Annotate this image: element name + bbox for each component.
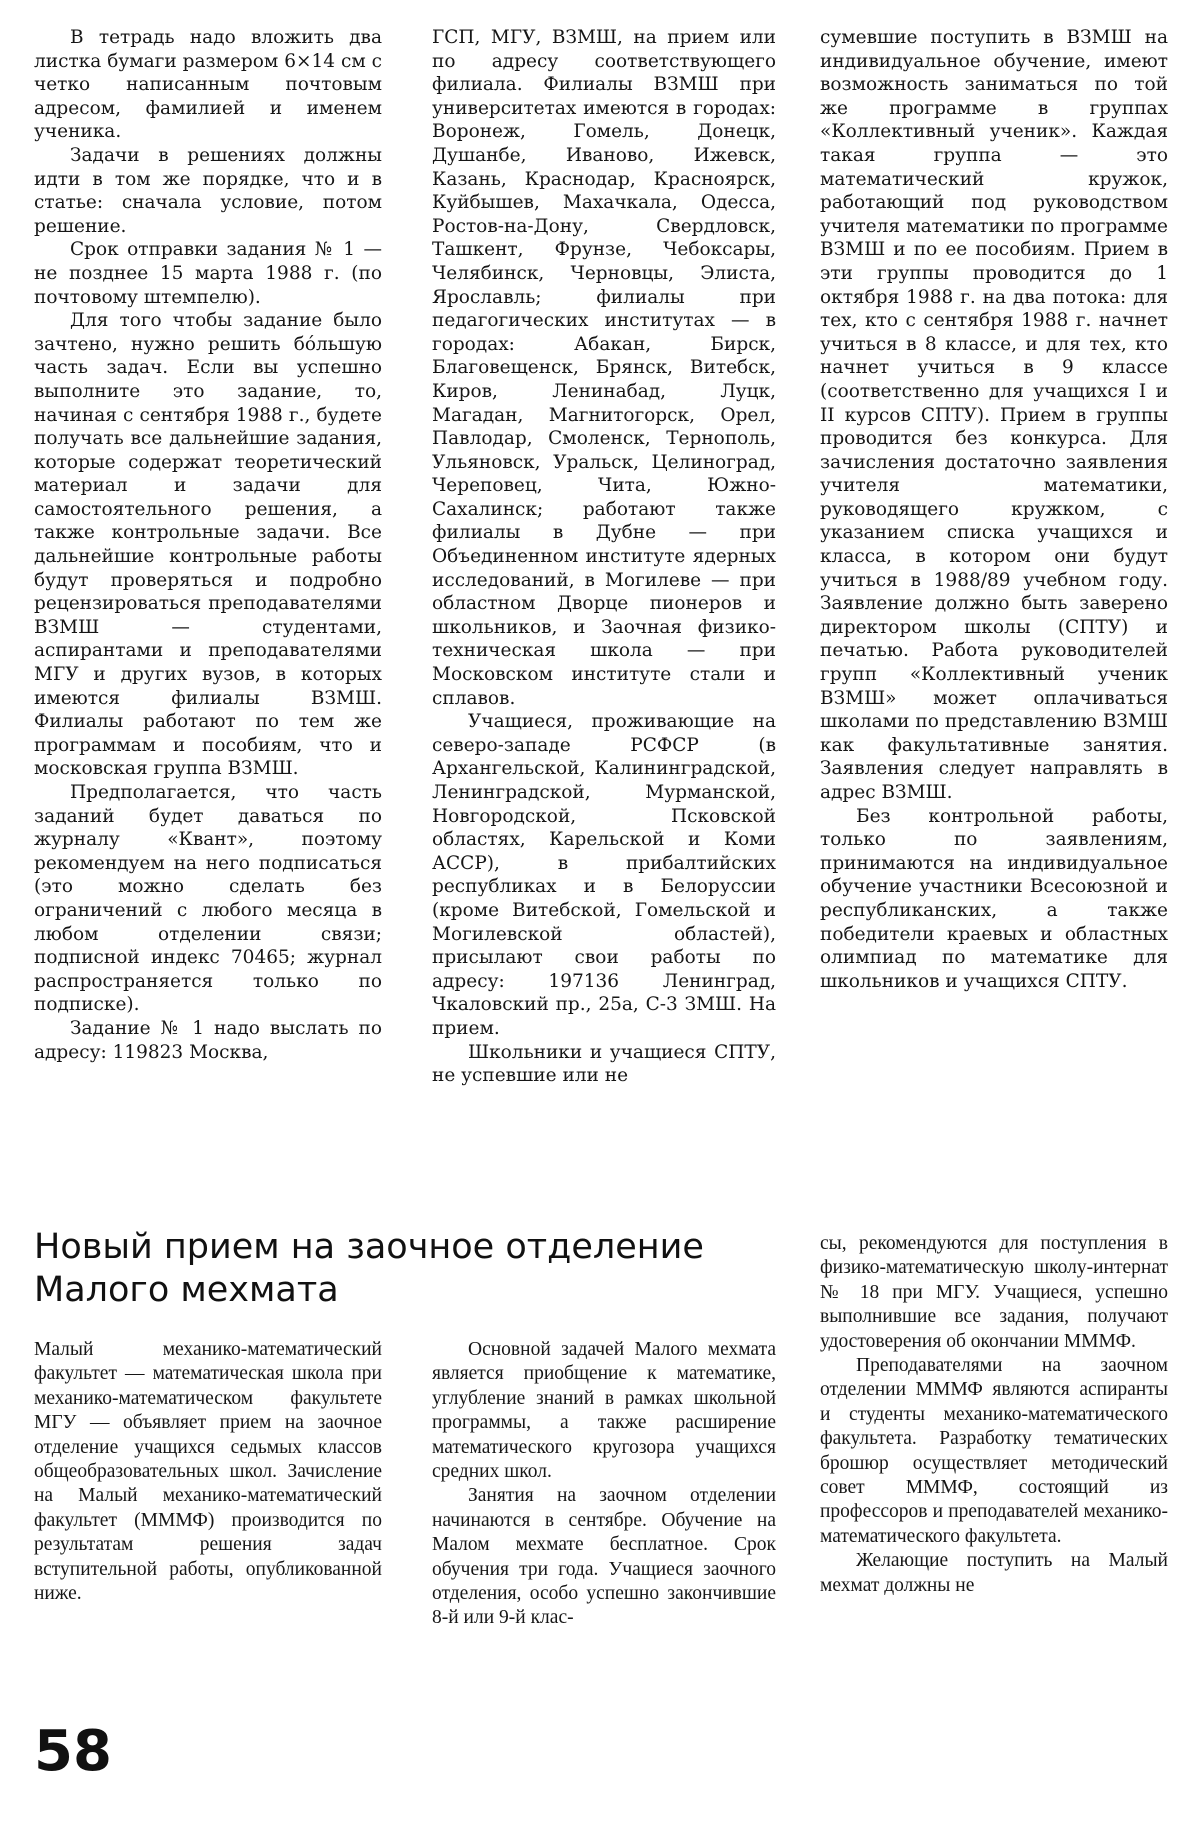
paragraph: Желающие поступить на Малый мехмат должны не <box>820 1550 1168 1596</box>
paragraph: сумевшие поступить в ВЗМШ на индивидуальное обучение, имеют возможность заниматься по той же программе в группах «Коллективный ученик». Каждая такая группа — это математический кружок, работающий под руководством учителя математики по программе ВЗМШ и по ее пособиям. Прием в эти группы проводится до 1 октября 1988 г. на два потока: для тех, кто с сентября 1988 г. начнет учиться в 8 классе, и для тех, кто начнет учиться в 9 классе (соответственно для учащихся I и II курсов СПТУ). Прием в группы проводится без конкурса. Для зачисления достаточно заявления учителя математики, руководящего кружком, с указанием списка учащихся и класса, в котором они будут учиться в 1988/89 учебном году. Заявление должно быть заверено директором школы (СПТУ) и печатью. Работа руководителей групп «Коллективный ученик ВЗМШ» может оплачиваться школами по представлению ВЗМШ как факультативные занятия. Заявления следует направлять в адрес ВЗМШ. <box>820 27 1168 803</box>
paragraph: сы, рекомендуются для поступления в физико-математическую школу-интернат № 18 при МГУ. Учащиеся, успешно выполнившие все задания, получают удостоверения об окончании МММФ. <box>820 1233 1168 1352</box>
paragraph: Предполагается, что часть заданий будет даваться по журналу «Квант», поэтому рекомендуем на него подписаться (это можно сделать без ограничений с любого месяца в любом отделении связи; подписной индекс 70465; журнал распространяется только по подписке). <box>34 782 382 1016</box>
page-number: 58 <box>34 1719 112 1784</box>
top-column-2 <box>432 26 776 1088</box>
top-column-3 <box>820 26 1168 993</box>
paragraph: ГСП, МГУ, ВЗМШ, на прием или по адресу соответствующего филиала. Филиалы ВЗМШ при университетах имеются в городах: Воронеж, Гомель, Донецк, Душанбе, Иваново, Ижевск, Казань, Краснодар, Красноярск, Куйбышев, Махачкала, Одесса, Ростов-на-Дону, Свердловск, Ташкент, Фрунзе, Чебоксары, Челябинск, Черновцы, Элиста, Ярославль; филиалы при педагогических институтах — в городах: Абакан, Бирск, Благовещенск, Брянск, Витебск, Киров, Ленинабад, Луцк, Магадан, Магнитогорск, Орел, Павлодар, Смоленск, Тернополь, Ульяновск, Уральск, Целиноград, Череповец, Чита, Южно-Сахалинск; работают также филиалы в Дубне — при Объединенном институте ядерных исследований, в Могилеве — при областном Дворце пионеров и школьников, и Заочная физико-техническая школа — при Московском институте стали и сплавов. <box>432 27 776 709</box>
paragraph: Для того чтобы задание было зачтено, нужно решить бо́льшую часть задач. Если вы успешно выполните это задание, то, начиная с сентября 1988 г., будете получать все дальнейшие задания, которые содержат теоретический материал и задачи для самостоятельного решения, а также контрольные задачи. Все дальнейшие контрольные работы будут проверяться и подробно рецензироваться преподавателями ВЗМШ — студентами, аспирантами и преподавателями МГУ и других вузов, в которых имеются филиалы ВЗМШ. Филиалы работают по тем же программам и пособиям, что и московская группа ВЗМШ. <box>34 310 382 780</box>
bottom-column-3 <box>820 1232 1168 1598</box>
bottom-column-2 <box>432 1338 776 1631</box>
paragraph: Преподавателями на заочном отделении МММФ являются аспиранты и студенты механико-математического факультета. Разработку тематических брошюр осуществляет методический совет МММФ, состоящий из профессоров и преподавателей механико-математического факультета. <box>820 1355 1168 1547</box>
paragraph: Без контрольной работы, только по заявлениям, принимаются на индивидуальное обучение участники Всесоюзной и республиканских, а также победители краевых и областных олимпиад по математике для школьников и учащихся СПТУ. <box>820 805 1168 992</box>
paragraph: Основной задачей Малого мехмата является приобщение к математике, углубление знаний в рамках школьной программы, а также расширение математического кругозора учащихся средних школ. <box>432 1339 776 1483</box>
paragraph: Учащиеся, проживающие на северо-западе РСФСР (в Архангельской, Калининградской, Ленинградской, Мурманской, Новгородской, Псковской областях, Карельской и Коми АССР), в прибалтийских республиках и в Белоруссии (кроме Витебской, Гомельской и Могилевской областей), присылают свои работы по адресу: 197136 Ленинград, Чкаловский пр., 25а, С-3 ЗМШ. На прием. <box>432 711 776 1039</box>
paragraph: Задание № 1 надо выслать по адресу: 119823 Москва, <box>34 1017 382 1063</box>
article-headline: Новый прием на заочное отделение Малого мехмата <box>34 1227 704 1310</box>
paragraph: Школьники и учащиеся СПТУ, не успевшие или не <box>432 1041 776 1087</box>
paragraph: Занятия на заочном отделении начинаются в сентябре. Обучение на Малом мехмате бесплатное. Срок обучения три года. Учащиеся заочного отделения, особо успешно закончившие 8-й или 9-й клас- <box>432 1485 776 1629</box>
bottom-column-1 <box>34 1338 382 1606</box>
paragraph: В тетрадь надо вложить два листка бумаги размером 6×14 см с четко написанным почтовым адресом, фамилией и именем ученика. <box>34 27 382 143</box>
paragraph: Задачи в решениях должны идти в том же порядке, что и в статье: сначала условие, потом решение. <box>34 144 382 237</box>
paragraph: Малый механико-математический факультет — математическая школа при механико-математическом факультете МГУ — объявляет прием на заочное отделение учащихся седьмых классов общеобразовательных школ. Зачисление на Малый механико-математический факультет (МММФ) производится по результатам решения задач вступительной работы, опубликованной ниже. <box>34 1339 382 1605</box>
paragraph: Срок отправки задания № 1 — не позднее 15 марта 1988 г. (по почтовому штемпелю). <box>34 239 382 308</box>
top-column-1 <box>34 26 382 1064</box>
